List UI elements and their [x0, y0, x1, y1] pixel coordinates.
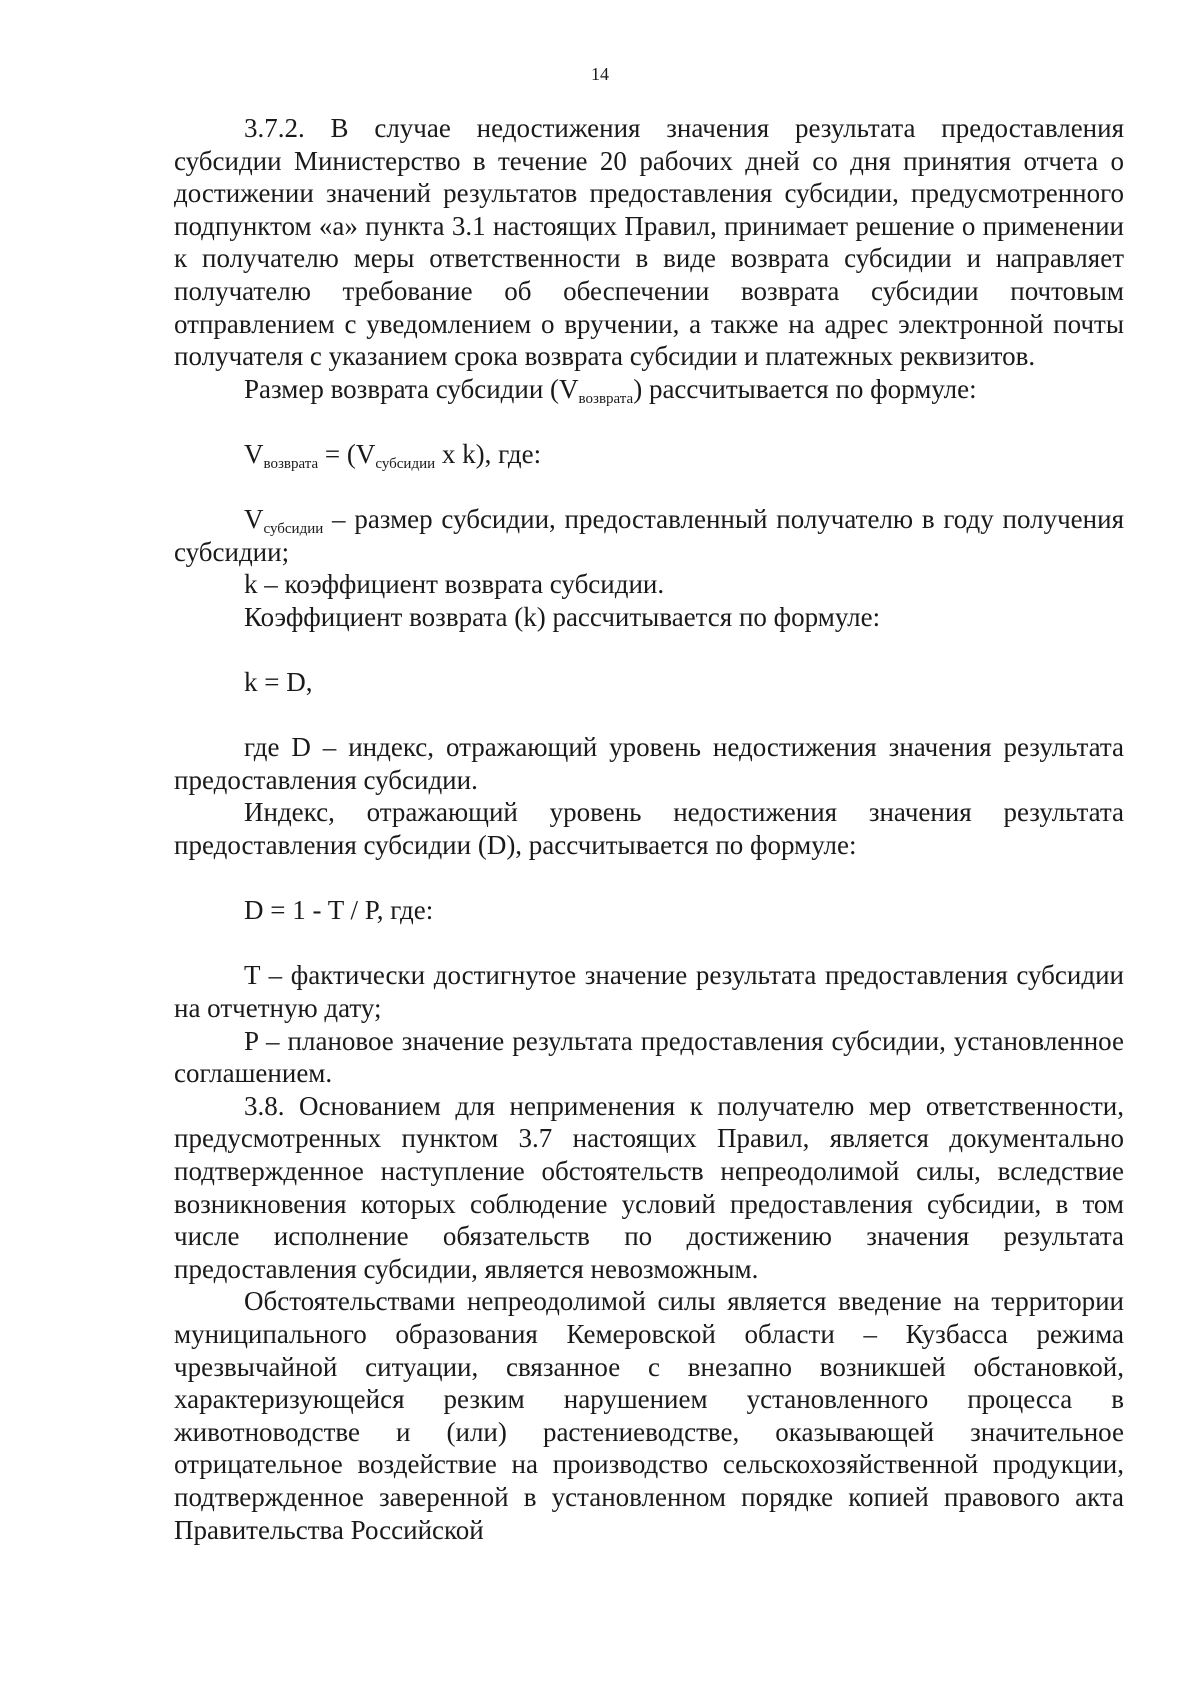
page-number: 14	[591, 64, 609, 84]
definition-t: T – фактически достигнутое значение результата предоставления субсидии на отчетную дату;	[174, 960, 1124, 1024]
definition-d: где D – индекс, отражающий уровень недостижения значения результата предоставления субсидии.	[174, 732, 1124, 795]
paragraph-k-formula-intro: Коэффициент возврата (k) рассчитывается по формуле:	[244, 601, 881, 632]
paragraph-d-formula-intro: Индекс, отражающий уровень недостижения значения результата предоставления субсидии (D), рассчитывается по формуле:	[174, 797, 1124, 861]
document-body	[174, 112, 1124, 1546]
paragraph-return-size: Размер возврата субсидии $(V_{возврата})$ рассчитывается по формуле:	[244, 373, 977, 407]
subscript-subsidii: субсидии	[263, 521, 324, 538]
definition-v-subsidii: $V_{субсидии}$ – размер субсидии, предоставленный получателю в году получения субсидии;	[174, 504, 1124, 567]
formula-k: k = D,	[244, 667, 313, 698]
subscript-vozvrata: возврата	[263, 455, 319, 472]
definition-k: k – коэффициент возврата субсидии.	[244, 569, 665, 600]
subscript-subsidii: субсидии	[375, 455, 436, 472]
definition-p: P – плановое значение результата предоставления субсидии, установленное соглашением.	[174, 1025, 1124, 1089]
subscript-vozvrata: возврата	[578, 390, 634, 407]
paragraph-3-7-2: 3.7.2. В случае недостижения значения результата предоставления субсидии Министерство в течение 20 рабочих дней со дня принятия отчета о достижении значений результатов предоставления субсидии, предусмотренного подпунктом «а» пункта 3.1 настоящих Правил, принимает решение о применении к получателю меры ответственности в виде возврата субсидии и направляет получателю требование об обеспечении возврата субсидии почтовым отправлением с уведомлением о вручении, а также на адрес электронной почты получателя с указанием срока возврата субсидии и платежных реквизитов.	[174, 113, 1124, 372]
formula-return: $V_{возврата} = (V_{субсидии}$ x k), где:	[244, 438, 542, 472]
paragraph-force-majeure: Обстоятельствами непреодолимой силы является введение на территории муниципального образования Кемеровской области – Кузбасса режима чрезвычайной ситуации, связанное с внезапно возникшей обстановкой, характеризующейся резким нарушением установленного процесса в животноводстве и (или) растениеводстве, оказывающей значительное отрицательное воздействие на производство сельскохозяйственной продукции, подтвержденное заверенной в установленном порядке копией правового акта Правительства Российской	[174, 1286, 1124, 1545]
formula-d: D = 1 - T / P, где:	[244, 895, 434, 926]
paragraph-3-8: 3.8. Основанием для неприменения к получателю мер ответственности, предусмотренных пунктом 3.7 настоящих Правил, является документально подтвержденное наступление обстоятельств непреодолимой силы, вследствие возникновения которых соблюдение условий предоставления субсидии, в том числе исполнение обязательств по достижению значения результата предоставления субсидии, является невозможным.	[174, 1090, 1124, 1284]
